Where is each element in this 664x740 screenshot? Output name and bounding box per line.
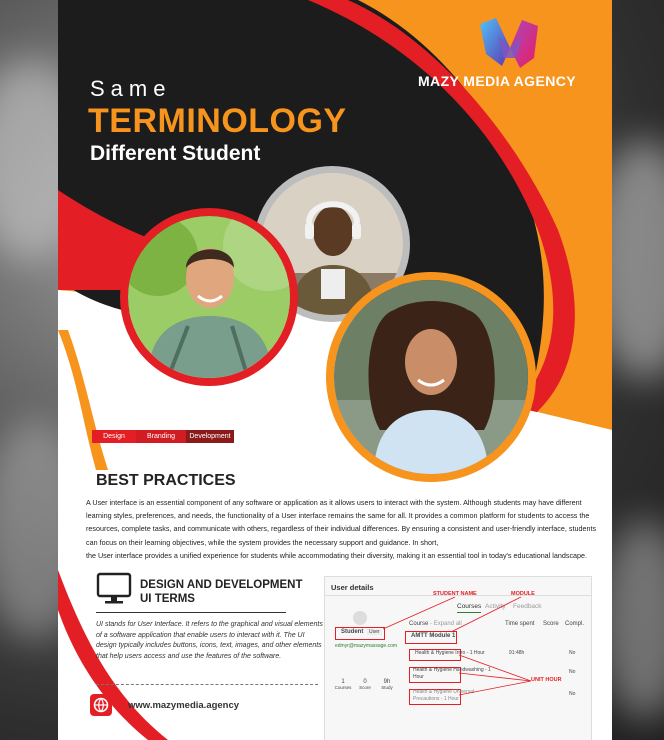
column-completed: Compl. [565, 621, 585, 627]
column-time-spent: Time spent [505, 621, 535, 627]
best-practices-paragraph-2: the User interface provides a unified experience for students while accommodating their diversity, making it an essential tool in today's educational landscape. [86, 550, 588, 560]
flyer-page [58, 0, 612, 740]
tag-design: Design [92, 430, 136, 443]
screenshot-title: User details [331, 583, 374, 592]
terms-title-line-1: DESIGN AND DEVELOPMENT [140, 579, 303, 591]
unit-row-1-time: 91:48h [509, 650, 525, 656]
ui-definition: UI stands for User Interface. It refers to the graphical and visual elements of a software application that enable users to interact with it. The UI design typically includes buttons, icons, text, images, and other elements that help users access and use the features of the software. [96, 621, 323, 660]
hero-line-same: Same [90, 76, 172, 101]
photo-student-woman-curly-hair [326, 272, 536, 482]
user-details-screenshot [324, 576, 592, 740]
role-badge: User [369, 629, 380, 635]
unit-row-3-compl: No [569, 691, 576, 697]
tag-strip [92, 430, 234, 443]
unit-row-2-compl: No [569, 669, 576, 675]
unit-hour-label: UNIT HOUR [531, 677, 562, 683]
student-email: edmyr@mazymassage.com [335, 643, 398, 649]
unit-row-1-compl: No [569, 650, 576, 656]
terms-divider [96, 612, 286, 613]
best-practices-body [86, 496, 606, 562]
expand-all-link[interactable]: Expand all [433, 621, 462, 627]
tag-development: Development [186, 430, 234, 443]
unit-row-1: Health & Hygiene Intro - 1 Hour [415, 650, 485, 656]
student-name: Student [341, 629, 364, 635]
student-name-label: STUDENT NAME [433, 591, 477, 597]
tag-branding: Branding [136, 430, 186, 443]
annotation-arrows [325, 577, 591, 740]
unit-row-3: Health & Hygiene Universal Precautions - 1 Hour [413, 689, 475, 702]
module-name: AMTT Module 1 [411, 633, 456, 639]
monitor-icon [96, 572, 132, 611]
terms-title-line-2: UI TERMS [140, 593, 195, 605]
column-course: Course · Expand all [409, 621, 462, 627]
best-practices-paragraph-1: A User interface is an essential component of any software or application as it allows users to interact with the system. Although students may have different learning styles, preferences, and needs, the functionality of a User interface remains the same for all. It provides a common platform for students to access the resources, complete tasks, and communicate with others, regardless of their individual differences. By ensuring a consistent and user-friendly interface, students can focus on their learning objectives, while the system provides the necessary support and guidance. In short, [86, 498, 597, 547]
best-practices-title: BEST PRACTICES [96, 472, 236, 489]
stat-score: 0 Score [359, 679, 371, 690]
photo-student-man-smiling [120, 208, 298, 386]
hero-line-different-student: Different Student [90, 142, 261, 165]
tab-activity[interactable]: Activity [485, 603, 506, 610]
unit-row-2: Health & Hygiene Handwashing - 1 Hour [413, 667, 491, 680]
agency-name: MAZY MEDIA AGENCY [418, 73, 576, 89]
module-label: MODULE [511, 591, 535, 597]
tab-feedback[interactable]: Feedback [513, 603, 542, 610]
globe-icon [90, 694, 112, 716]
terms-title [140, 578, 303, 606]
dashed-divider [96, 684, 318, 685]
tab-courses[interactable]: Courses [457, 603, 481, 613]
column-score: Score [543, 621, 559, 627]
hero-line-terminology: TERMINOLOGY [88, 102, 347, 140]
mazy-m-logo [476, 14, 546, 74]
stat-courses: 1 Courses [334, 679, 352, 690]
stat-study: 9h Study [381, 679, 393, 690]
website-link[interactable]: www.mazymedia.agency [128, 700, 240, 711]
